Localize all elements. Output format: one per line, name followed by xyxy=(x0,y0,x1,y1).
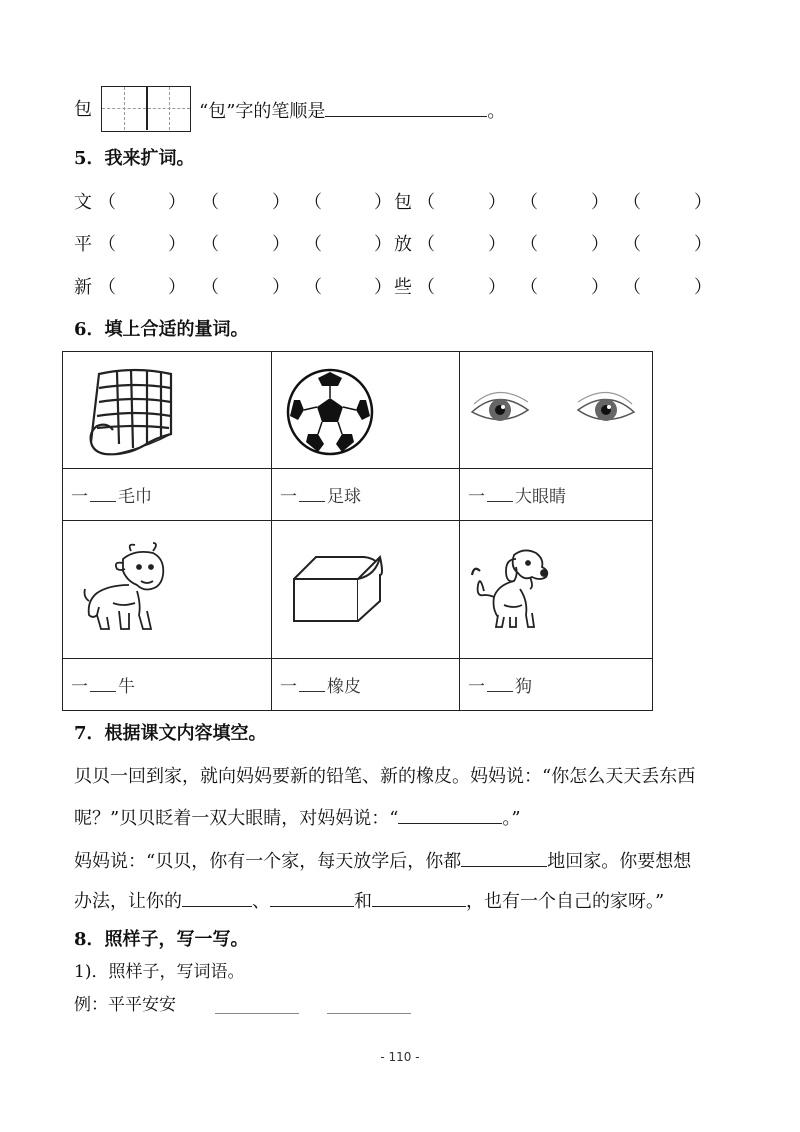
measure-word-table xyxy=(62,351,653,711)
word-expansion-blank[interactable] xyxy=(538,191,591,215)
open-paren: （ xyxy=(304,234,322,255)
close-paren: ） xyxy=(374,234,392,255)
word-expansion-blank[interactable] xyxy=(219,233,272,257)
open-paren: （ xyxy=(520,234,538,255)
word-expansion-blank[interactable] xyxy=(641,276,694,300)
dog-picture-cell xyxy=(460,521,653,659)
word-expansion-char: 包 xyxy=(394,192,412,213)
word-expansion-blank[interactable] xyxy=(435,233,488,257)
word-expansion-blank[interactable] xyxy=(322,276,374,300)
open-paren: （ xyxy=(623,192,641,213)
word-expansion-blank[interactable] xyxy=(538,233,591,257)
q7-blank-reply[interactable] xyxy=(398,805,502,824)
close-paren: ） xyxy=(694,234,712,255)
word-expansion-blank[interactable] xyxy=(322,233,374,257)
close-paren: ） xyxy=(488,277,506,298)
close-paren: ） xyxy=(694,277,712,298)
open-paren: （ xyxy=(304,277,322,298)
dog-picture xyxy=(470,545,570,635)
close-paren: ） xyxy=(374,277,392,298)
open-paren: （ xyxy=(520,192,538,213)
word-expansion-blank[interactable] xyxy=(116,233,168,257)
q7-blank-adverb[interactable] xyxy=(461,848,547,867)
eyes-picture xyxy=(468,382,638,442)
eraser-picture xyxy=(286,549,386,629)
soccer-ball-picture xyxy=(282,364,378,460)
open-paren: （ xyxy=(98,234,116,255)
open-paren: （ xyxy=(201,192,219,213)
open-paren: （ xyxy=(623,277,641,298)
q5-title: 5．我来扩词。 xyxy=(74,148,195,169)
dog-measure-blank[interactable] xyxy=(487,675,513,692)
open-paren: （ xyxy=(304,192,322,213)
stroke-order-question: “包”字的笔顺是 。 xyxy=(199,98,505,124)
towel-measure-blank[interactable] xyxy=(90,485,116,502)
q7-title: 7．根据课文内容填空。 xyxy=(74,723,267,744)
q7-paragraph1-line2: 呢？”贝贝眨着一双大眼睛，对妈妈说：“ 。” xyxy=(74,805,521,831)
close-paren: ） xyxy=(272,234,290,255)
calf-caption: 一 牛 xyxy=(63,659,272,711)
calf-picture-cell xyxy=(63,521,272,659)
close-paren: ） xyxy=(168,192,186,213)
soccer-ball-measure-blank[interactable] xyxy=(299,485,325,502)
close-paren: ） xyxy=(272,192,290,213)
dog-caption: 一 狗 xyxy=(460,659,653,711)
close-paren: ） xyxy=(591,192,609,213)
word-expansion-blank[interactable] xyxy=(435,276,488,300)
towel-picture xyxy=(85,364,185,460)
open-paren: （ xyxy=(417,234,435,255)
close-paren: ） xyxy=(488,192,506,213)
calf-picture xyxy=(83,541,173,637)
word-expansion-blank[interactable] xyxy=(641,191,694,215)
close-paren: ） xyxy=(591,234,609,255)
q8-blank-1[interactable] xyxy=(215,1013,299,1014)
word-expansion-blank[interactable] xyxy=(219,276,272,300)
stroke-order-blank[interactable] xyxy=(325,98,487,117)
eyes-caption: 一 大眼睛 xyxy=(460,469,653,521)
open-paren: （ xyxy=(623,234,641,255)
word-expansion-blank[interactable] xyxy=(116,191,168,215)
close-paren: ） xyxy=(272,277,290,298)
q7-blank-item1[interactable] xyxy=(182,888,252,907)
eyes-measure-blank[interactable] xyxy=(487,485,513,502)
eraser-measure-blank[interactable] xyxy=(299,675,325,692)
q7-blank-item3[interactable] xyxy=(372,888,466,907)
towel-picture-cell xyxy=(63,352,272,469)
word-expansion-char: 平 xyxy=(74,234,92,255)
open-paren: （ xyxy=(201,277,219,298)
word-expansion-blank[interactable] xyxy=(435,191,488,215)
word-expansion-char: 些 xyxy=(394,277,412,298)
close-paren: ） xyxy=(591,277,609,298)
q8-blank-2[interactable] xyxy=(327,1013,411,1014)
tian-grid[interactable] xyxy=(101,86,191,132)
q6-title: 6．填上合适的量词。 xyxy=(74,319,249,340)
open-paren: （ xyxy=(520,277,538,298)
word-expansion-char: 文 xyxy=(74,192,92,213)
q8-subquestion-1: 1)．照样子，写词语。 xyxy=(74,962,245,982)
q8-title: 8．照样子，写一写。 xyxy=(74,929,249,950)
word-expansion-blank[interactable] xyxy=(538,276,591,300)
soccer-ball-picture-cell xyxy=(272,352,460,469)
q7-paragraph2-line2: 办法，让你的 、 和 ，也有一个自己的家呀。” xyxy=(74,888,664,914)
eraser-picture-cell xyxy=(272,521,460,659)
word-expansion-char: 新 xyxy=(74,277,92,298)
soccer-ball-caption: 一 足球 xyxy=(272,469,460,521)
q7-paragraph2-line1: 妈妈说：“贝贝，你有一个家，每天放学后，你都 地回家。你要想想 xyxy=(74,848,691,874)
q7-blank-item2[interactable] xyxy=(270,888,354,907)
eyes-picture-cell xyxy=(460,352,653,469)
calf-measure-blank[interactable] xyxy=(90,675,116,692)
close-paren: ） xyxy=(488,234,506,255)
word-expansion-blank[interactable] xyxy=(116,276,168,300)
open-paren: （ xyxy=(417,277,435,298)
eraser-caption: 一 橡皮 xyxy=(272,659,460,711)
open-paren: （ xyxy=(417,192,435,213)
stroke-order-char: 包 xyxy=(74,99,92,120)
close-paren: ） xyxy=(168,277,186,298)
page-number: - 110 - xyxy=(380,1050,420,1064)
word-expansion-blank[interactable] xyxy=(322,191,374,215)
towel-caption: 一 毛巾 xyxy=(63,469,272,521)
q7-paragraph1-line1: 贝贝一回到家，就向妈妈要新的铅笔、新的橡皮。妈妈说：“你怎么天天丢东西 xyxy=(74,766,696,787)
word-expansion-blank[interactable] xyxy=(219,191,272,215)
close-paren: ） xyxy=(374,192,392,213)
q8-example-line: 例：平平安安 xyxy=(74,995,176,1015)
open-paren: （ xyxy=(98,192,116,213)
close-paren: ） xyxy=(694,192,712,213)
word-expansion-char: 放 xyxy=(394,234,412,255)
word-expansion-blank[interactable] xyxy=(641,233,694,257)
open-paren: （ xyxy=(98,277,116,298)
close-paren: ） xyxy=(168,234,186,255)
open-paren: （ xyxy=(201,234,219,255)
